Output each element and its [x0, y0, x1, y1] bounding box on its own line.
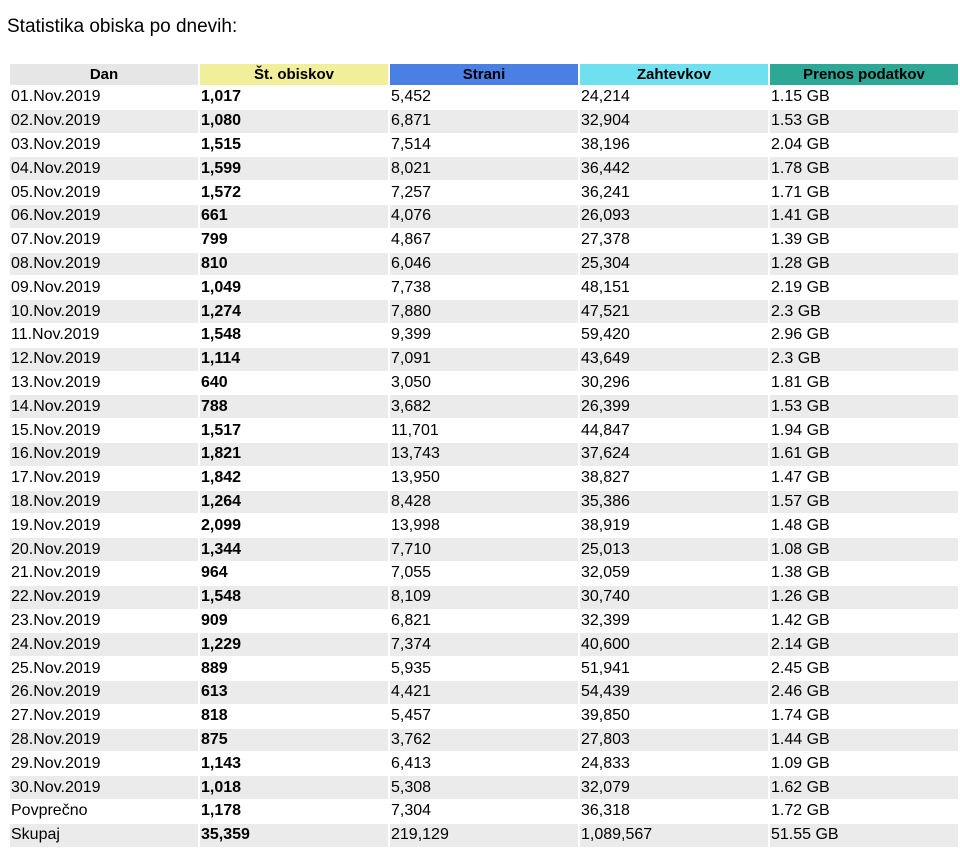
- day-cell: 01.Nov.2019: [11, 88, 101, 106]
- transfer-cell: 1.42 GB: [771, 611, 830, 629]
- table-row: [10, 824, 958, 847]
- header-day: Dan: [10, 64, 198, 85]
- day-cell: 07.Nov.2019: [11, 231, 101, 249]
- visits-cell: 1,274: [200, 300, 388, 323]
- day-cell: 08.Nov.2019: [10, 253, 198, 276]
- pages-cell: 3,050: [391, 373, 432, 391]
- visits-cell: 1,178: [201, 802, 242, 820]
- table-row: [10, 395, 958, 418]
- requests-cell: 27,803: [580, 729, 768, 752]
- pages-cell: 7,257: [391, 183, 432, 201]
- requests-cell: 26,093: [580, 205, 768, 228]
- pages-cell: 3,762: [390, 729, 578, 752]
- visits-cell: 1,821: [200, 443, 388, 466]
- transfer-cell: 1.74 GB: [771, 707, 830, 725]
- requests-cell: 25,304: [580, 253, 768, 276]
- pages-cell: 7,710: [390, 538, 578, 561]
- pages-cell: 7,514: [391, 135, 432, 153]
- table-row: [10, 205, 958, 228]
- requests-cell: 32,059: [581, 564, 630, 582]
- transfer-cell: 1.71 GB: [771, 183, 830, 201]
- table-row: [10, 181, 958, 204]
- visits-cell: 1,143: [201, 754, 242, 772]
- day-cell: 09.Nov.2019: [11, 278, 101, 296]
- transfer-cell: 1.15 GB: [771, 88, 830, 106]
- requests-cell: 43,649: [580, 348, 768, 371]
- requests-cell: 48,151: [581, 278, 630, 296]
- pages-cell: 8,109: [390, 586, 578, 609]
- requests-cell: 1,089,567: [580, 824, 768, 847]
- transfer-cell: 1.26 GB: [770, 586, 958, 609]
- requests-cell: 59,420: [581, 326, 630, 344]
- requests-cell: 40,600: [580, 633, 768, 656]
- table-row: [10, 372, 958, 395]
- day-cell: 30.Nov.2019: [10, 776, 198, 799]
- visits-cell: 1,114: [200, 348, 388, 371]
- table-row: [10, 538, 958, 561]
- day-cell: 29.Nov.2019: [11, 754, 101, 772]
- pages-cell: 4,421: [390, 681, 578, 704]
- transfer-cell: 1.08 GB: [770, 538, 958, 561]
- day-cell: 20.Nov.2019: [10, 538, 198, 561]
- table-row: [10, 276, 958, 299]
- day-cell: 28.Nov.2019: [10, 729, 198, 752]
- requests-cell: 24,833: [581, 754, 630, 772]
- visits-cell: 1,517: [201, 421, 242, 439]
- requests-cell: 36,442: [580, 157, 768, 180]
- visits-cell: 640: [201, 373, 228, 391]
- requests-cell: 39,850: [581, 707, 630, 725]
- pages-cell: 8,021: [390, 157, 578, 180]
- transfer-cell: 2.45 GB: [771, 659, 830, 677]
- visits-cell: 1,017: [201, 88, 242, 106]
- requests-cell: 25,013: [580, 538, 768, 561]
- day-cell: 18.Nov.2019: [10, 491, 198, 514]
- table-row: [10, 467, 958, 490]
- visits-cell: 613: [200, 681, 388, 704]
- transfer-cell: 2.14 GB: [770, 633, 958, 656]
- pages-cell: 7,880: [390, 300, 578, 323]
- day-cell: 25.Nov.2019: [11, 659, 101, 677]
- table-row: [10, 443, 958, 466]
- visits-cell: 909: [201, 611, 228, 629]
- pages-cell: 4,867: [391, 231, 432, 249]
- requests-cell: 32,904: [580, 110, 768, 133]
- visits-cell: 875: [200, 729, 388, 752]
- table-row: [10, 776, 958, 799]
- visits-cell: 799: [201, 231, 228, 249]
- pages-cell: 7,091: [390, 348, 578, 371]
- table-row: [10, 800, 958, 823]
- requests-cell: 36,241: [581, 183, 630, 201]
- transfer-cell: 2.46 GB: [770, 681, 958, 704]
- table-row: [10, 514, 958, 537]
- transfer-cell: 2.04 GB: [771, 135, 830, 153]
- table-row: [10, 633, 958, 656]
- visits-cell: 889: [201, 659, 228, 677]
- requests-cell: 44,847: [581, 421, 630, 439]
- day-cell: 15.Nov.2019: [11, 421, 101, 439]
- transfer-cell: 1.47 GB: [771, 469, 830, 487]
- table-row: [10, 229, 958, 252]
- transfer-cell: 1.53 GB: [770, 395, 958, 418]
- requests-cell: 32,079: [580, 776, 768, 799]
- table-row: [10, 110, 958, 133]
- visits-cell: 1,842: [201, 469, 242, 487]
- transfer-cell: 1.38 GB: [771, 564, 830, 582]
- visits-cell: 1,599: [200, 157, 388, 180]
- day-cell: Skupaj: [10, 824, 198, 847]
- table-row: [10, 586, 958, 609]
- table-row: [10, 157, 958, 180]
- page-title: Statistika obiska po dnevih:: [7, 16, 238, 37]
- visits-cell: 1,548: [201, 326, 242, 344]
- table-row: [10, 324, 958, 347]
- table-row: [10, 752, 958, 775]
- day-cell: 27.Nov.2019: [11, 707, 101, 725]
- pages-cell: 7,738: [391, 278, 432, 296]
- table-row: [10, 348, 958, 371]
- day-cell: 17.Nov.2019: [11, 469, 101, 487]
- requests-cell: 24,214: [581, 88, 630, 106]
- transfer-cell: 1.78 GB: [770, 157, 958, 180]
- table-header-row: [10, 64, 958, 85]
- requests-cell: 26,399: [580, 395, 768, 418]
- pages-cell: 7,374: [390, 633, 578, 656]
- transfer-cell: 1.62 GB: [770, 776, 958, 799]
- transfer-cell: 1.44 GB: [770, 729, 958, 752]
- transfer-cell: 2.96 GB: [771, 326, 830, 344]
- visits-cell: 1,344: [200, 538, 388, 561]
- day-cell: 21.Nov.2019: [11, 564, 101, 582]
- table-row: [10, 729, 958, 752]
- day-cell: 04.Nov.2019: [10, 157, 198, 180]
- visits-cell: 1,080: [200, 110, 388, 133]
- requests-cell: 38,827: [581, 469, 630, 487]
- transfer-cell: 2.3 GB: [770, 300, 958, 323]
- transfer-cell: 1.28 GB: [770, 253, 958, 276]
- requests-cell: 32,399: [581, 611, 630, 629]
- table-row: [10, 681, 958, 704]
- pages-cell: 13,950: [391, 469, 440, 487]
- pages-cell: 7,055: [391, 564, 432, 582]
- visits-cell: 1,018: [200, 776, 388, 799]
- day-cell: 22.Nov.2019: [10, 586, 198, 609]
- header-visits: Št. obiskov: [200, 64, 388, 85]
- day-cell: 26.Nov.2019: [10, 681, 198, 704]
- transfer-cell: 1.53 GB: [770, 110, 958, 133]
- pages-cell: 7,304: [391, 802, 432, 820]
- pages-cell: 219,129: [390, 824, 578, 847]
- header-pages: Strani: [390, 64, 578, 85]
- pages-cell: 13,998: [391, 516, 440, 534]
- table-row: [10, 86, 958, 109]
- transfer-cell: 2.19 GB: [771, 278, 830, 296]
- day-cell: 02.Nov.2019: [10, 110, 198, 133]
- table-row: [10, 610, 958, 633]
- daily-stats-table: [8, 63, 960, 848]
- requests-cell: 35,386: [580, 491, 768, 514]
- table-row: [10, 253, 958, 276]
- header-requests: Zahtevkov: [580, 64, 768, 85]
- pages-cell: 6,821: [391, 611, 432, 629]
- requests-cell: 38,919: [581, 516, 630, 534]
- pages-cell: 6,871: [390, 110, 578, 133]
- pages-cell: 6,046: [390, 253, 578, 276]
- requests-cell: 37,624: [580, 443, 768, 466]
- table-row: [10, 705, 958, 728]
- visits-cell: 810: [200, 253, 388, 276]
- transfer-cell: 1.09 GB: [771, 754, 830, 772]
- pages-cell: 4,076: [390, 205, 578, 228]
- transfer-cell: 1.72 GB: [771, 802, 830, 820]
- day-cell: 16.Nov.2019: [10, 443, 198, 466]
- visits-cell: 788: [200, 395, 388, 418]
- pages-cell: 13,743: [390, 443, 578, 466]
- visits-cell: 1,264: [200, 491, 388, 514]
- requests-cell: 30,296: [581, 373, 630, 391]
- transfer-cell: 1.81 GB: [771, 373, 830, 391]
- table-body: [10, 86, 958, 847]
- table-row: [10, 300, 958, 323]
- day-cell: 23.Nov.2019: [11, 611, 101, 629]
- table-row: [10, 419, 958, 442]
- requests-cell: 51,941: [581, 659, 630, 677]
- day-cell: 11.Nov.2019: [11, 326, 100, 344]
- pages-cell: 9,399: [391, 326, 432, 344]
- day-cell: 05.Nov.2019: [11, 183, 101, 201]
- transfer-cell: 1.41 GB: [770, 205, 958, 228]
- requests-cell: 54,439: [580, 681, 768, 704]
- visits-cell: 1,572: [201, 183, 242, 201]
- requests-cell: 30,740: [580, 586, 768, 609]
- day-cell: 19.Nov.2019: [11, 516, 101, 534]
- visits-cell: 1,049: [201, 278, 242, 296]
- transfer-cell: 2.3 GB: [770, 348, 958, 371]
- requests-cell: 27,378: [581, 231, 630, 249]
- visits-cell: 1,229: [200, 633, 388, 656]
- day-cell: 12.Nov.2019: [10, 348, 198, 371]
- visits-cell: 2,099: [201, 516, 242, 534]
- visits-cell: 1,548: [200, 586, 388, 609]
- pages-cell: 5,452: [391, 88, 432, 106]
- transfer-cell: 1.48 GB: [771, 516, 830, 534]
- transfer-cell: 1.94 GB: [771, 421, 830, 439]
- table-row: [10, 491, 958, 514]
- visits-cell: 818: [201, 707, 228, 725]
- requests-cell: 38,196: [581, 135, 630, 153]
- requests-cell: 36,318: [581, 802, 630, 820]
- pages-cell: 5,457: [391, 707, 432, 725]
- transfer-cell: 1.57 GB: [770, 491, 958, 514]
- visits-cell: 661: [200, 205, 388, 228]
- table-row: [10, 134, 958, 157]
- header-transfer: Prenos podatkov: [770, 64, 958, 85]
- day-cell: 13.Nov.2019: [11, 373, 101, 391]
- visits-cell: 964: [201, 564, 228, 582]
- requests-cell: 47,521: [580, 300, 768, 323]
- day-cell: 14.Nov.2019: [10, 395, 198, 418]
- transfer-cell: 51.55 GB: [770, 824, 958, 847]
- day-cell: 10.Nov.2019: [10, 300, 198, 323]
- day-cell: 06.Nov.2019: [10, 205, 198, 228]
- day-cell: 03.Nov.2019: [11, 135, 101, 153]
- pages-cell: 8,428: [390, 491, 578, 514]
- day-cell: 24.Nov.2019: [10, 633, 198, 656]
- pages-cell: 5,308: [390, 776, 578, 799]
- pages-cell: 11,701: [391, 421, 439, 439]
- transfer-cell: 1.39 GB: [771, 231, 830, 249]
- visits-cell: 35,359: [200, 824, 388, 847]
- day-cell: Povprečno: [11, 802, 88, 820]
- table-row: [10, 562, 958, 585]
- transfer-cell: 1.61 GB: [770, 443, 958, 466]
- pages-cell: 3,682: [390, 395, 578, 418]
- table-row: [10, 657, 958, 680]
- visits-cell: 1,515: [201, 135, 242, 153]
- pages-cell: 5,935: [391, 659, 432, 677]
- pages-cell: 6,413: [391, 754, 432, 772]
